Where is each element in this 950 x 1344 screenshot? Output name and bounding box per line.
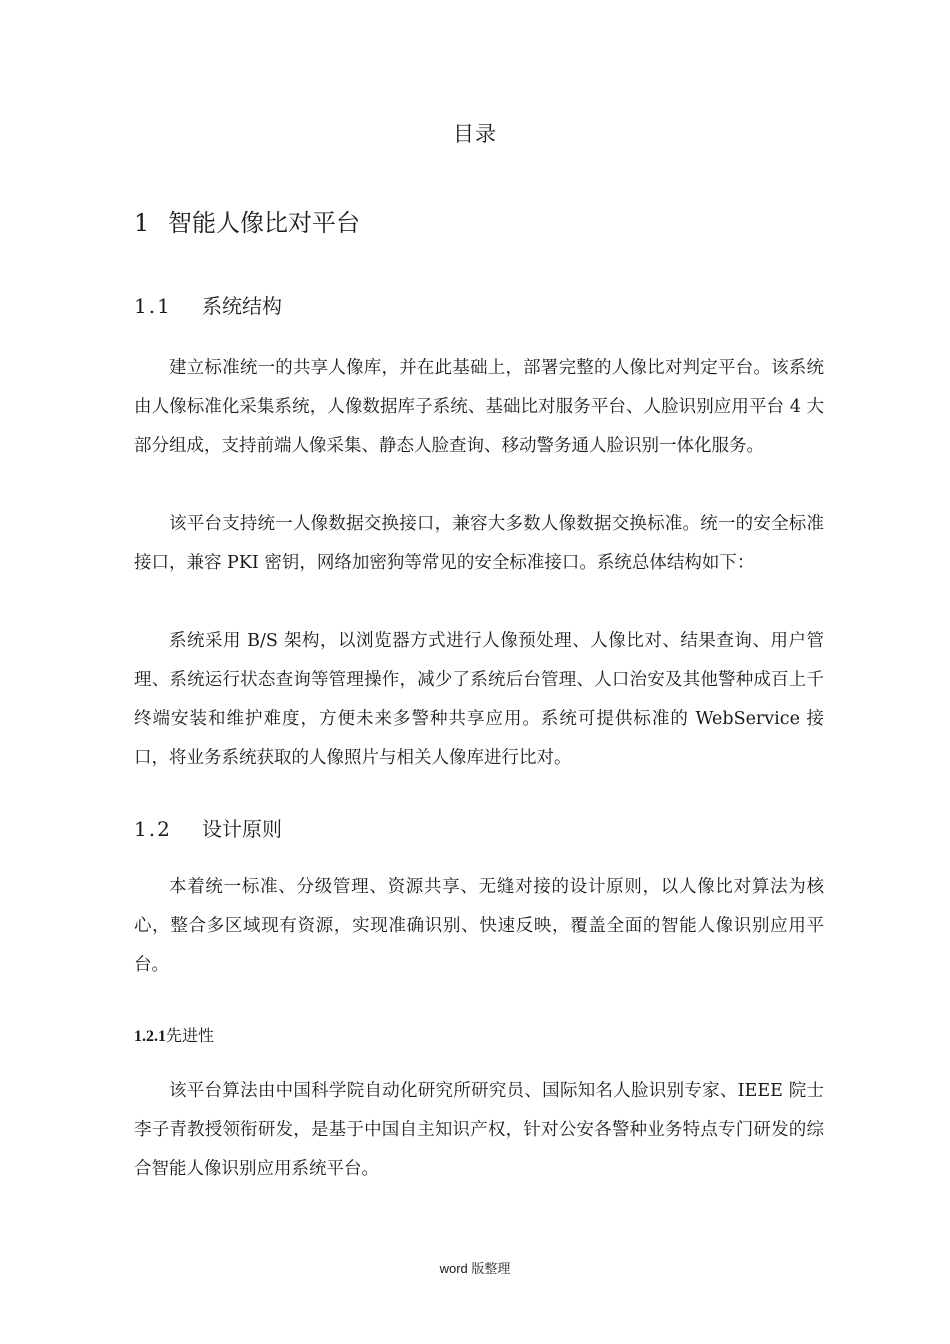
toc-title: 目录 <box>453 122 497 146</box>
heading-number: 1.2.1 <box>134 1028 166 1045</box>
heading-text: 智能人像比对平台 <box>168 209 360 237</box>
page-footer: word 版整理 <box>439 1261 511 1276</box>
heading-section-1 <box>134 203 360 238</box>
heading-number: 1 <box>134 209 150 237</box>
paragraph: 建立标准统一的共享人像库，并在此基础上，部署完整的人像比对判定平台。该系统由人像标准化采集系统，人像数据库子系统、基础比对服务平台、人脸识别应用平台 4 大部分组成，支持前端人像采集、静态人脸查询、移动警务通人脸识别一体化服务。 <box>134 358 824 456</box>
heading-section-1-2-1 <box>134 1023 214 1046</box>
heading-text: 系统结构 <box>202 294 282 318</box>
heading-section-1-1 <box>134 290 282 319</box>
paragraph: 本着统一标准、分级管理、资源共享、无缝对接的设计原则，以人像比对算法为核心，整合多区域现有资源，实现准确识别、快速反映，覆盖全面的智能人像识别应用平台。 <box>134 877 824 975</box>
heading-text: 先进性 <box>166 1026 215 1045</box>
paragraph: 系统采用 B/S 架构，以浏览器方式进行人像预处理、人像比对、结果查询、用户管理、系统运行状态查询等管理操作，减少了系统后台管理、人口治安及其他警种成百上千终端安装和维护难度，方便未来多警种共享应用。系统可提供标准的 WebService 接口，将业务系统获取的人像照片与相关人像库进行比对。 <box>134 631 824 768</box>
heading-section-1-2 <box>134 813 282 842</box>
heading-number: 1.2 <box>134 817 172 841</box>
heading-text: 设计原则 <box>202 817 282 841</box>
paragraph: 该平台算法由中国科学院自动化研究所研究员、国际知名人脸识别专家、IEEE 院士李子青教授领衔研发，是基于中国自主知识产权，针对公安各警种业务特点专门研发的综合智能人像识别应用系统平台。 <box>134 1081 824 1179</box>
heading-number: 1.1 <box>134 294 172 318</box>
paragraph: 该平台支持统一人像数据交换接口，兼容大多数人像数据交换标准。统一的安全标准接口，兼容 PKI 密钥，网络加密狗等常见的安全标准接口。系统总体结构如下： <box>134 514 824 573</box>
